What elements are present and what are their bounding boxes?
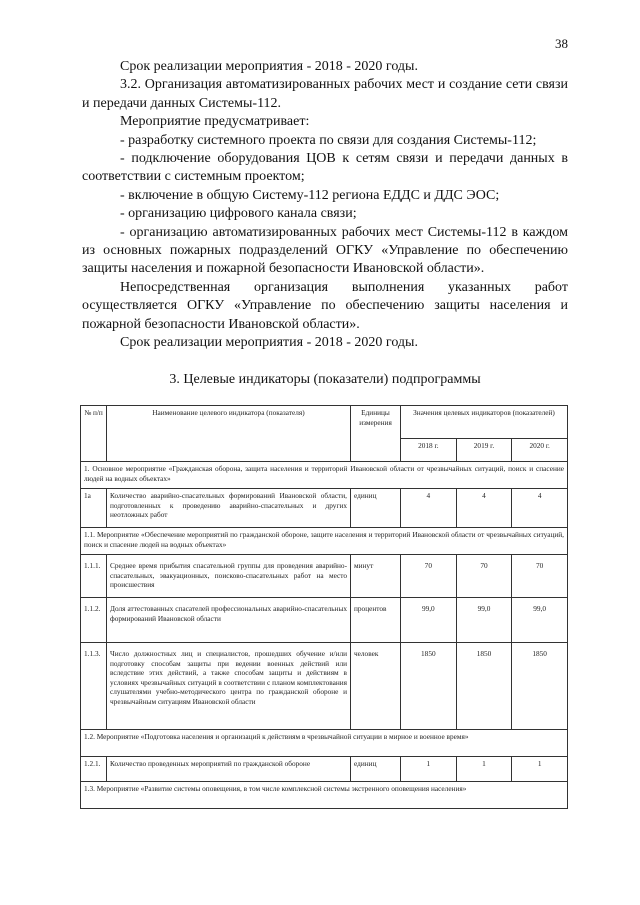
- row-name: Доля аттестованных спасателей профессиональных аварийно-спасательных формирований Ивановской области: [107, 598, 351, 643]
- header-name: Наименование целевого индикатора (показателя): [107, 406, 351, 462]
- row-name: Число должностных лиц и специалистов, прошедших обучение и/или подготовку способам защиты при ведении военных действий или вследствие этих действий, а также способам защиты и действиям в условиях чрезвычайных ситуаций в соответствии с планом комплектования слушателями учебно-методического центра по гражданской обороне и чрезвычайным ситуациям Ивановской области: [107, 643, 351, 730]
- row-num: 1.1.2.: [81, 598, 107, 643]
- row-value-2019: 70: [456, 555, 512, 598]
- paragraph: Мероприятие предусматривает:: [120, 114, 310, 130]
- page-number: 38: [555, 36, 568, 51]
- row-value-2019: 1: [456, 757, 512, 782]
- header-year-2019: 2019 г.: [456, 439, 512, 462]
- row-unit: единиц: [351, 757, 401, 782]
- header-num: № п/п: [81, 406, 107, 462]
- row-name: Среднее время прибытия спасательной группы для проведения аварийно-спасательных, эвакуационных, поисково-спасательных работ на место происшествия: [107, 555, 351, 598]
- paragraph: 3.2. Организация автоматизированных рабочих мест и создание сети связи и передачи данных Системы-112.: [82, 77, 568, 111]
- paragraph: - подключение оборудования ЦОВ к сетям связи и передачи данных в соответствии с системным проектом;: [82, 151, 568, 185]
- row-num: 1.2.1.: [81, 757, 107, 782]
- row-value-2020: 1: [512, 757, 568, 782]
- group-heading-1: 1. Основное мероприятие «Гражданская оборона, защита населения и территорий Ивановской области от чрезвычайных ситуаций, поиск и спасение людей на водных объектах»: [81, 462, 568, 489]
- paragraph: Срок реализации мероприятия - 2018 - 2020 годы.: [120, 335, 418, 351]
- row-num: 1.1.3.: [81, 643, 107, 730]
- header-year-2018: 2018 г.: [401, 439, 457, 462]
- header-unit: Единицы измерения: [351, 406, 401, 462]
- row-num: 1а: [81, 489, 107, 528]
- table-group-row: [81, 730, 568, 757]
- table-group-row: [81, 528, 568, 555]
- row-unit: единиц: [351, 489, 401, 528]
- row-num: 1.1.1.: [81, 555, 107, 598]
- table-header-row: [81, 406, 568, 439]
- row-value-2020: 1850: [512, 643, 568, 730]
- row-value-2018: 70: [401, 555, 457, 598]
- group-heading-1-2: 1.2. Мероприятие «Подготовка населения и организаций к действиям в чрезвычайной ситуации в мирное и военное время»: [81, 730, 568, 757]
- table-row: [81, 555, 568, 598]
- group-heading-1-1: 1.1. Мероприятие «Обеспечение мероприятий по гражданской обороне, защите населения и территорий Ивановской области от чрезвычайных ситуаций, поиск и спасение людей на водных объектах»: [81, 528, 568, 555]
- paragraph: - организацию цифрового канала связи;: [120, 206, 357, 222]
- table-row: [81, 489, 568, 528]
- row-value-2020: 4: [512, 489, 568, 528]
- body-text: [82, 58, 568, 353]
- row-value-2018: 4: [401, 489, 457, 528]
- row-unit: минут: [351, 555, 401, 598]
- paragraph: - включение в общую Систему-112 региона ЕДДС и ДДС ЭОС;: [120, 187, 500, 203]
- row-value-2020: 99,0: [512, 598, 568, 643]
- indicators-table: [80, 405, 568, 809]
- row-value-2018: 1: [401, 757, 457, 782]
- paragraph: Непосредственная организация выполнения указанных работ осуществляется ОГКУ «Управление по обеспечению защиты населения и пожарной безопасности Ивановской области».: [82, 279, 568, 332]
- table-group-row: [81, 462, 568, 489]
- row-value-2018: 99,0: [401, 598, 457, 643]
- paragraph: - разработку системного проекта по связи для создания Системы-112;: [120, 132, 537, 148]
- header-values: Значения целевых индикаторов (показателей): [401, 406, 568, 439]
- section-title: 3. Целевые индикаторы (показатели) подпрограммы: [169, 372, 481, 387]
- group-heading-1-3: 1.3. Мероприятие «Развитие системы оповещения, в том числе комплексной системы экстренного оповещения населения»: [81, 782, 568, 809]
- row-value-2019: 1850: [456, 643, 512, 730]
- row-unit: процентов: [351, 598, 401, 643]
- row-unit: человек: [351, 643, 401, 730]
- paragraph: - организацию автоматизированных рабочих мест Системы-112 в каждом из основных пожарных подразделений ОГКУ «Управление по обеспечению защиты населения и пожарной безопасности Ивановской области».: [82, 224, 568, 277]
- table-row: [81, 757, 568, 782]
- table-row: [81, 643, 568, 730]
- row-value-2019: 99,0: [456, 598, 512, 643]
- row-name: Количество проведенных мероприятий по гражданской обороне: [107, 757, 351, 782]
- row-value-2018: 1850: [401, 643, 457, 730]
- table-group-row: [81, 782, 568, 809]
- paragraph: Срок реализации мероприятия - 2018 - 2020 годы.: [120, 59, 418, 74]
- table-row: [81, 598, 568, 643]
- row-name: Количество аварийно-спасательных формирований Ивановской области, подготовленных к проведению аварийно-спасательных и других неотложных работ: [107, 489, 351, 528]
- row-value-2020: 70: [512, 555, 568, 598]
- row-value-2019: 4: [456, 489, 512, 528]
- header-year-2020: 2020 г.: [512, 439, 568, 462]
